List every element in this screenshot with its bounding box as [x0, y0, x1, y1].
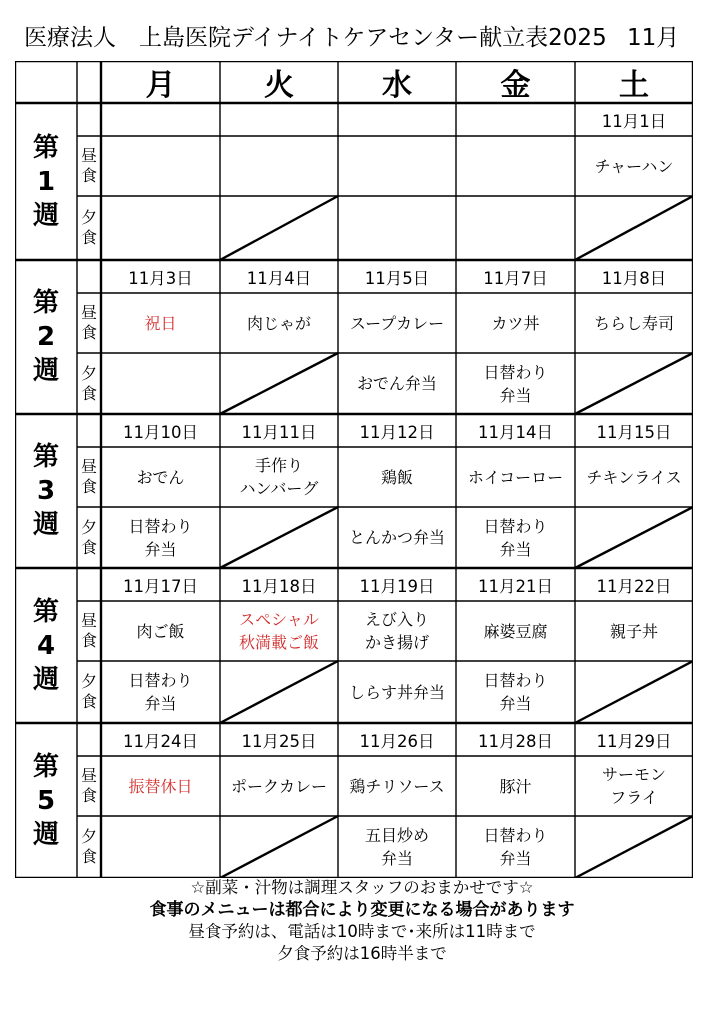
note-lunch-reservation: 昼食予約は、電話は10時まで･来所は11時まで: [188, 922, 536, 941]
dinner-menu-cell: 日替わり 弁当: [483, 362, 548, 405]
lunch-menu-cell: 手作り ハンバーグ: [239, 456, 319, 498]
lunch-menu-cell: ホイコーロー: [467, 467, 564, 487]
week-label: 第 2 週: [32, 288, 59, 386]
note-side-dishes: ☆副菜・汁物は調理スタッフのおまかせです☆: [190, 878, 534, 897]
meal-type-lunch: 昼 食: [80, 611, 97, 650]
day-header: 水: [382, 68, 412, 103]
date-cell: 11月24日: [123, 731, 198, 751]
no-dinner-diagonal: [220, 816, 338, 878]
lunch-menu-cell: えび入り かき揚げ: [364, 610, 429, 652]
date-cell: 11月22日: [596, 576, 672, 596]
dinner-menu-cell: 日替わり 弁当: [483, 516, 548, 559]
lunch-menu-cell: 親子丼: [609, 621, 658, 641]
day-header: 火: [264, 68, 294, 103]
lunch-menu-cell: スペシャル 秋満載ご飯: [238, 610, 319, 652]
meal-type-dinner: 夕 食: [80, 672, 97, 711]
date-cell: 11月8日: [601, 268, 667, 288]
dinner-menu-cell: 日替わり 弁当: [128, 516, 193, 559]
dinner-menu-cell: 日替わり 弁当: [128, 671, 193, 713]
lunch-menu-cell: 振替休日: [128, 776, 193, 796]
no-dinner-diagonal: [220, 353, 338, 414]
lunch-menu-cell: 肉ご飯: [136, 621, 185, 641]
title-month: 11月: [627, 25, 680, 51]
date-cell: 11月26日: [359, 731, 435, 751]
dinner-menu-cell: 日替わり 弁当: [483, 671, 548, 713]
date-cell: 11月18日: [241, 576, 317, 596]
date-cell: 11月10日: [123, 422, 198, 442]
meal-type-dinner: 夕 食: [80, 517, 97, 557]
week-label: 第 1 週: [32, 132, 59, 231]
menu-title: [0, 18, 724, 58]
lunch-menu-cell: 麻婆豆腐: [483, 621, 548, 641]
date-cell: 11月5日: [364, 268, 430, 288]
menu-table: [15, 61, 693, 878]
note-menu-change: 食事のメニューは都合により変更になる場合があります: [149, 900, 575, 920]
week-label: 第 3 週: [32, 442, 59, 540]
meal-type-lunch: 昼 食: [80, 146, 97, 185]
lunch-menu-cell: 鶏チリソース: [349, 776, 445, 796]
date-cell: 11月7日: [483, 268, 548, 288]
lunch-menu-cell: ちらし寿司: [593, 313, 674, 333]
date-cell: 11月28日: [478, 731, 553, 751]
date-cell: 11月4日: [246, 268, 312, 288]
date-cell: 11月29日: [596, 731, 672, 751]
lunch-menu-cell: 鶏飯: [380, 467, 413, 487]
notes: [0, 877, 724, 965]
no-dinner-diagonal: [220, 661, 338, 723]
meal-type-dinner: 夕 食: [80, 363, 97, 403]
day-header: 金: [500, 68, 531, 103]
no-dinner-diagonal: [220, 507, 338, 568]
meal-type-dinner: 夕 食: [80, 827, 97, 866]
lunch-menu-cell: 祝日: [144, 313, 177, 333]
meal-type-dinner: 夕 食: [80, 208, 97, 247]
date-cell: 11月3日: [128, 268, 193, 288]
date-cell: 11月19日: [359, 576, 435, 596]
no-dinner-diagonal: [575, 196, 693, 260]
date-cell: 11月12日: [359, 422, 435, 442]
no-dinner-diagonal: [220, 196, 338, 260]
date-cell: 11月15日: [596, 422, 672, 442]
date-cell: 11月21日: [478, 576, 553, 596]
dinner-menu-cell: 日替わり 弁当: [483, 826, 548, 868]
lunch-menu-cell: 肉じゃが: [246, 313, 311, 333]
meal-type-lunch: 昼 食: [80, 766, 97, 805]
lunch-menu-cell: ポークカレー: [230, 776, 327, 796]
lunch-menu-cell: サーモン フライ: [601, 765, 666, 807]
dinner-menu-cell: 五目炒め 弁当: [364, 826, 429, 868]
dinner-menu-cell: とんかつ弁当: [348, 528, 445, 547]
no-dinner-diagonal: [575, 661, 693, 723]
title-organization: 医療法人 上島医院デイナイトケアセンター献立表2025: [24, 25, 607, 51]
day-header: 月: [145, 68, 176, 103]
note-dinner-reservation: 夕食予約は16時半まで: [277, 944, 447, 963]
date-cell: 11月14日: [478, 422, 553, 442]
week-label: 第 5 週: [32, 751, 59, 850]
lunch-menu-cell: おでん: [136, 467, 185, 487]
lunch-menu-cell: チャーハン: [594, 156, 674, 176]
no-dinner-diagonal: [575, 816, 693, 878]
lunch-menu-cell: スープカレー: [349, 313, 445, 333]
date-cell: 11月25日: [241, 731, 317, 751]
day-header: 土: [619, 68, 649, 103]
week-label: 第 4 週: [32, 596, 59, 695]
dinner-menu-cell: おでん弁当: [357, 374, 437, 393]
no-dinner-diagonal: [575, 507, 693, 568]
meal-type-lunch: 昼 食: [80, 303, 97, 342]
lunch-menu-cell: カツ丼: [491, 313, 540, 333]
date-cell: 11月1日: [601, 111, 667, 131]
lunch-menu-cell: 豚汁: [499, 776, 532, 796]
no-dinner-diagonal: [575, 353, 693, 414]
date-cell: 11月17日: [123, 576, 198, 596]
table-grid-lines: [15, 61, 693, 878]
lunch-menu-cell: チキンライス: [586, 467, 682, 487]
meal-type-lunch: 昼 食: [80, 457, 97, 496]
dinner-menu-cell: しらす丼弁当: [348, 682, 445, 702]
date-cell: 11月11日: [241, 422, 317, 442]
